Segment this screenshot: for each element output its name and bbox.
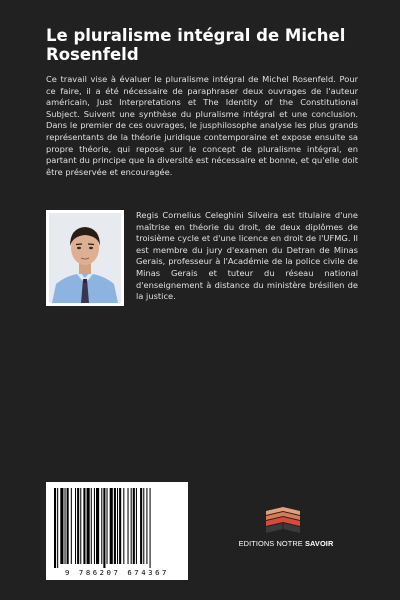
open-book-stack-logo bbox=[262, 503, 304, 535]
author-portrait-image bbox=[46, 210, 124, 306]
isbn-number: 9 786207 674367 bbox=[65, 568, 169, 577]
publisher-name-regular: EDITIONS NOTRE bbox=[238, 539, 305, 548]
publisher-name bbox=[236, 539, 336, 548]
book-title: Le pluralisme intégral de Michel Rosenfeld bbox=[46, 26, 346, 64]
author-bio: Regis Cornelius Celeghini Silveira est titulaire d'une maîtrise en théorie du droit, de deux diplômes de troisième cycle et d'une licence en droit de l'UFMG. Il est membre du jury d'examen du Detran de Minas Gerais, professeur à l'Académie de la police civile de Minas Gerais et tuteur du réseau national d'enseignement à distance du ministère brésilien de la justice. bbox=[136, 210, 358, 302]
publisher-name-bold: SAVOIR bbox=[305, 539, 334, 548]
barcode-bars bbox=[46, 482, 188, 568]
author-photo bbox=[46, 210, 124, 306]
book-summary: Ce travail vise à évaluer le pluralisme intégral de Michel Rosenfeld. Pour ce faire, il a été nécessaire de paraphraser deux ouvrages de l'auteur américain, Just Interpretations et The Identity of the Constitutional Subject. Suivent une synthèse du pluralisme intégral et une conclusion. Dans le premier de ces ouvrages, le jusphilosophe analyse les plus grands représentants de la théorie juridique contemporaine et expose ensuite sa propre théorie, qui repose sur le concept de pluralisme intégral, en partant du principe que la diversité est nécessaire et bonne, et qu'elle doit être préservée et encouragée. bbox=[46, 74, 358, 177]
isbn-barcode bbox=[46, 482, 188, 580]
